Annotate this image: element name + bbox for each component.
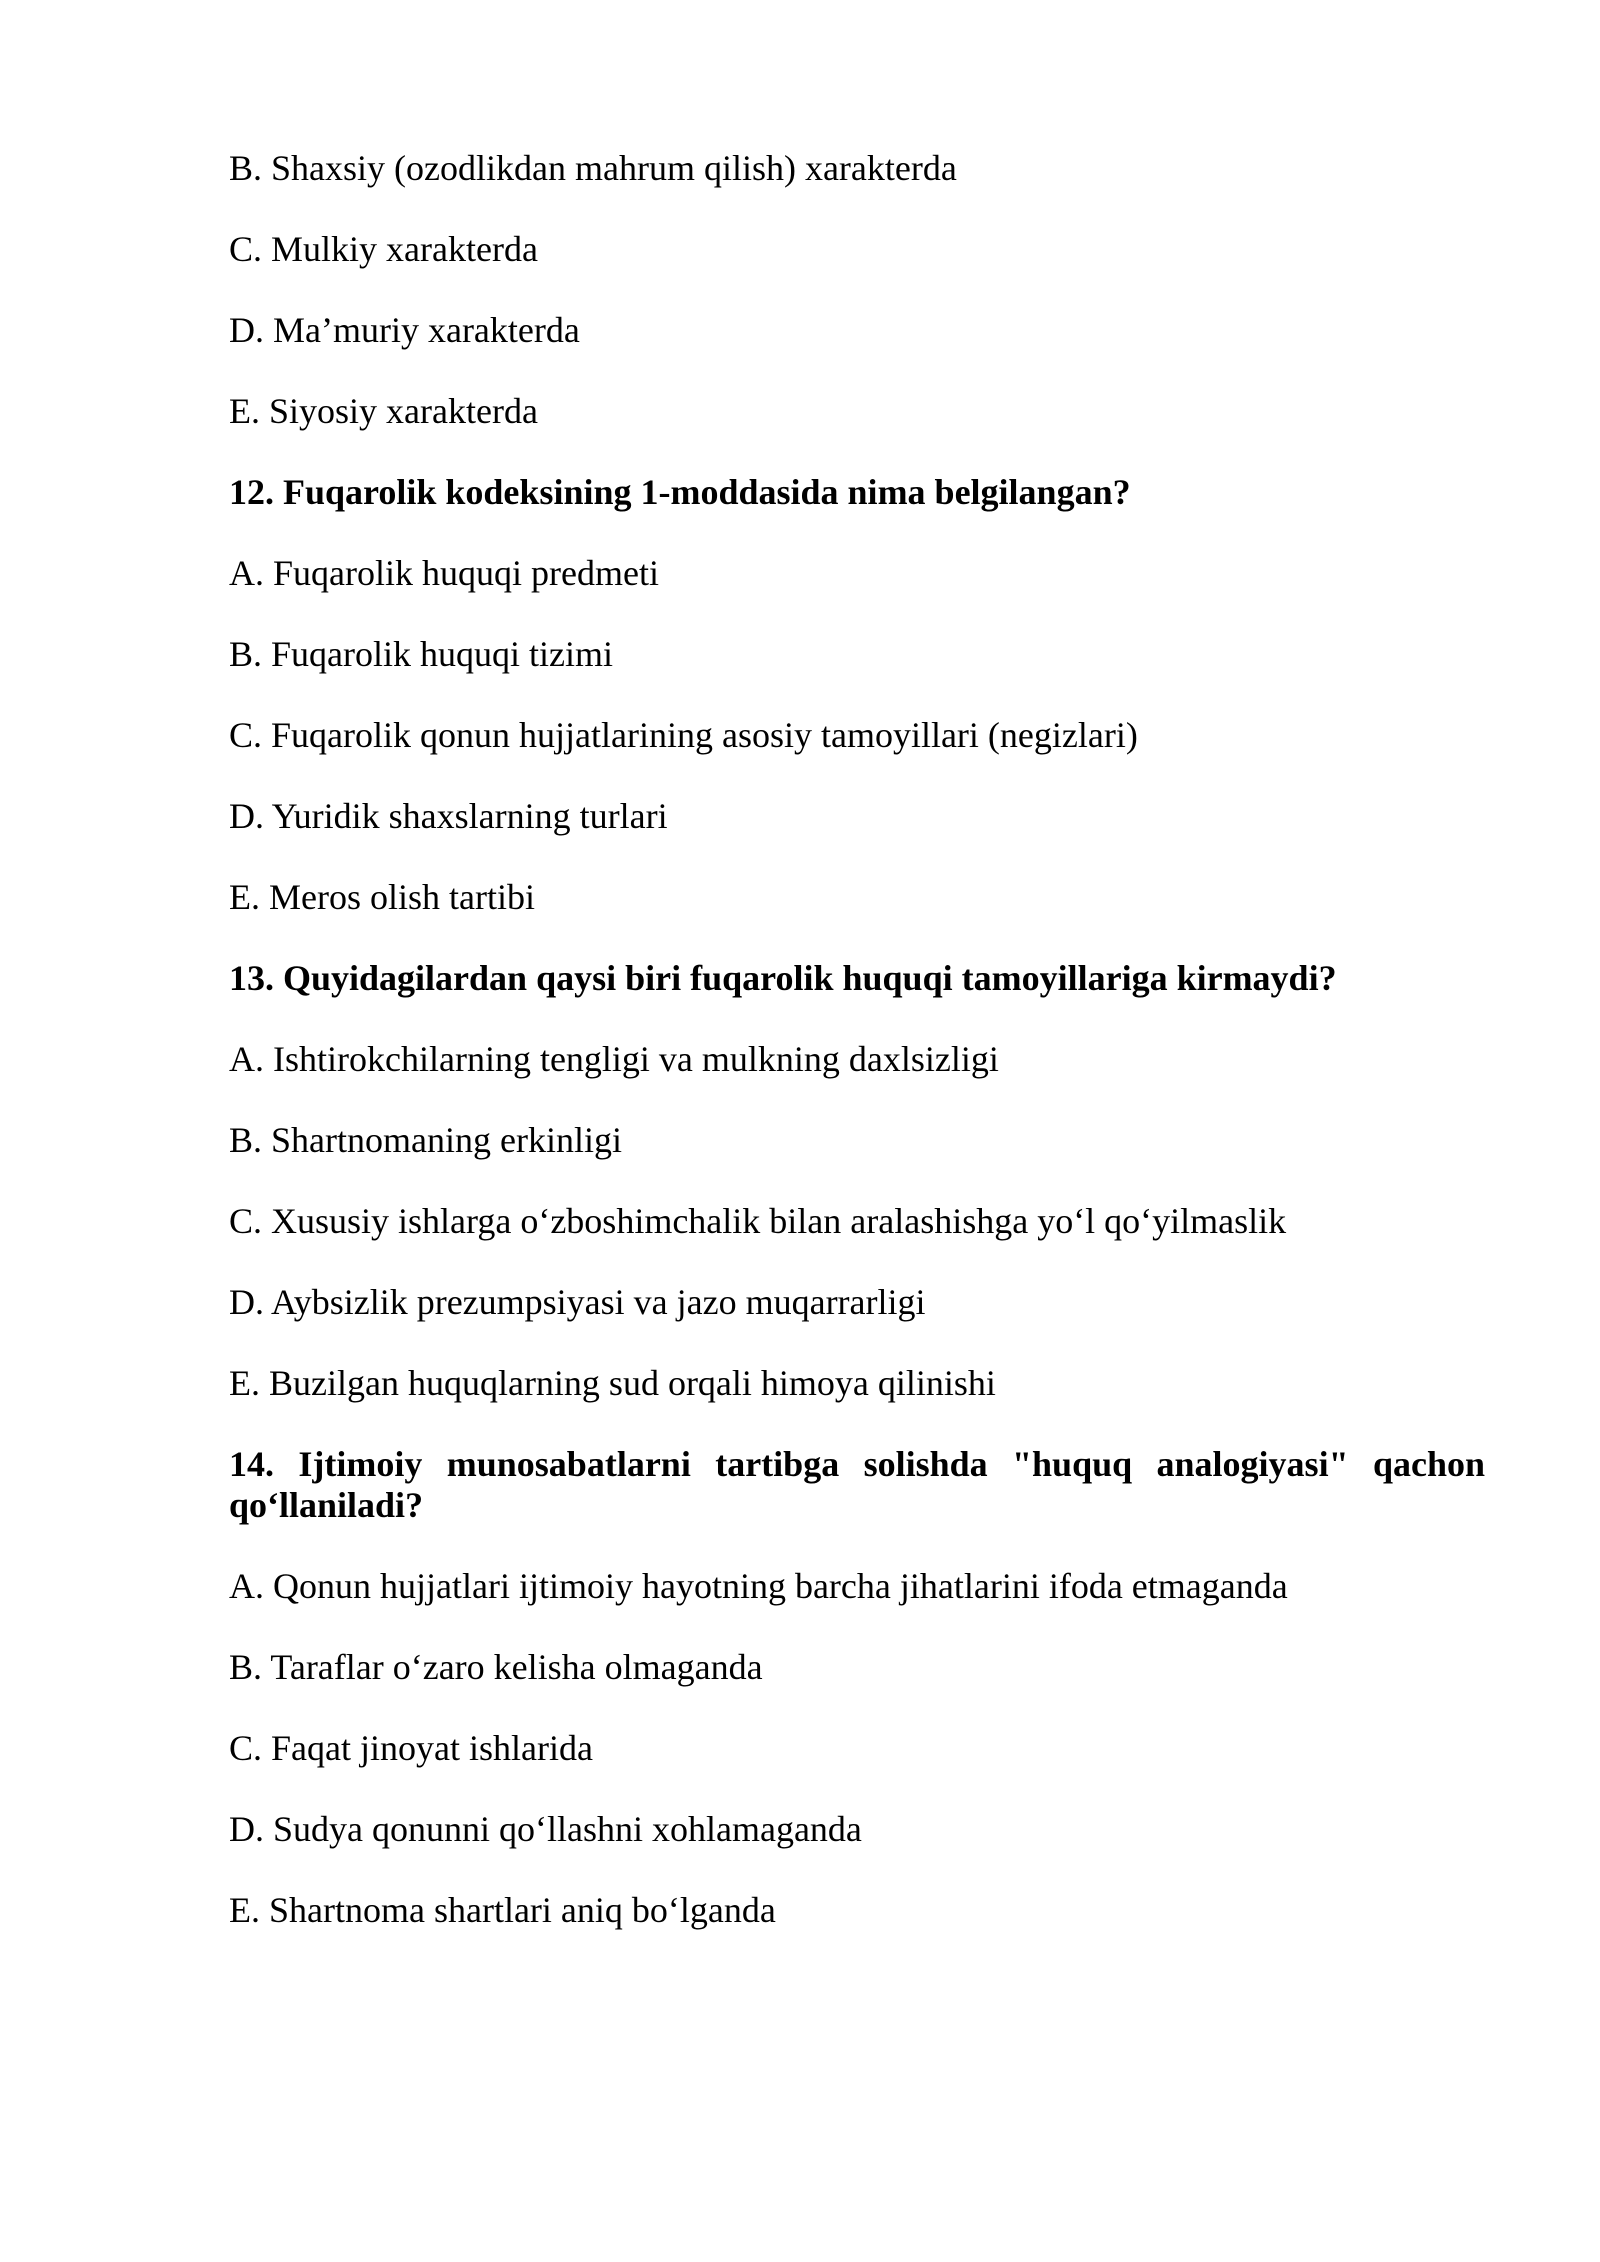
question-heading: 14. Ijtimoiy munosabatlarni tartibga solishda "huquq analogiyasi" qachon qo‘llaniladi? xyxy=(229,1444,1485,1525)
answer-option: E. Meros olish tartibi xyxy=(229,877,535,917)
answer-option: C. Fuqarolik qonun hujjatlarining asosiy tamoyillari (negizlari) xyxy=(229,715,1138,755)
answer-option: C. Xususiy ishlarga o‘zboshimchalik bilan aralashishga yo‘l qo‘yilmaslik xyxy=(229,1201,1287,1241)
answer-option: B. Shaxsiy (ozodlikdan mahrum qilish) xarakterda xyxy=(229,148,957,188)
question-heading: 13. Quyidagilardan qaysi biri fuqarolik huquqi tamoyillariga kirmaydi? xyxy=(229,958,1337,998)
answer-option: D. Yuridik shaxslarning turlari xyxy=(229,796,668,836)
answer-option: B. Taraflar o‘zaro kelisha olmaganda xyxy=(229,1647,763,1687)
answer-option: B. Fuqarolik huquqi tizimi xyxy=(229,634,613,674)
answer-option: A. Qonun hujjatlari ijtimoiy hayotning barcha jihatlarini ifoda etmaganda xyxy=(229,1566,1288,1606)
answer-option: E. Siyosiy xarakterda xyxy=(229,391,538,431)
answer-option: E. Buzilgan huquqlarning sud orqali himoya qilinishi xyxy=(229,1363,996,1403)
answer-option: A. Ishtirokchilarning tengligi va mulkning daxlsizligi xyxy=(229,1039,999,1079)
answer-option: D. Sudya qonunni qo‘llashni xohlamaganda xyxy=(229,1809,862,1849)
answer-option: B. Shartnomaning erkinligi xyxy=(229,1120,622,1160)
answer-option: C. Mulkiy xarakterda xyxy=(229,229,538,269)
answer-option: A. Fuqarolik huquqi predmeti xyxy=(229,553,659,593)
answer-option: E. Shartnoma shartlari aniq bo‘lganda xyxy=(229,1890,776,1930)
answer-option: D. Aybsizlik prezumpsiyasi va jazo muqarrarligi xyxy=(229,1282,926,1322)
answer-option: C. Faqat jinoyat ishlarida xyxy=(229,1728,593,1768)
question-heading: 12. Fuqarolik kodeksining 1-moddasida nima belgilangan? xyxy=(229,472,1131,512)
answer-option: D. Ma’muriy xarakterda xyxy=(229,310,580,350)
document-body xyxy=(229,148,1485,1971)
